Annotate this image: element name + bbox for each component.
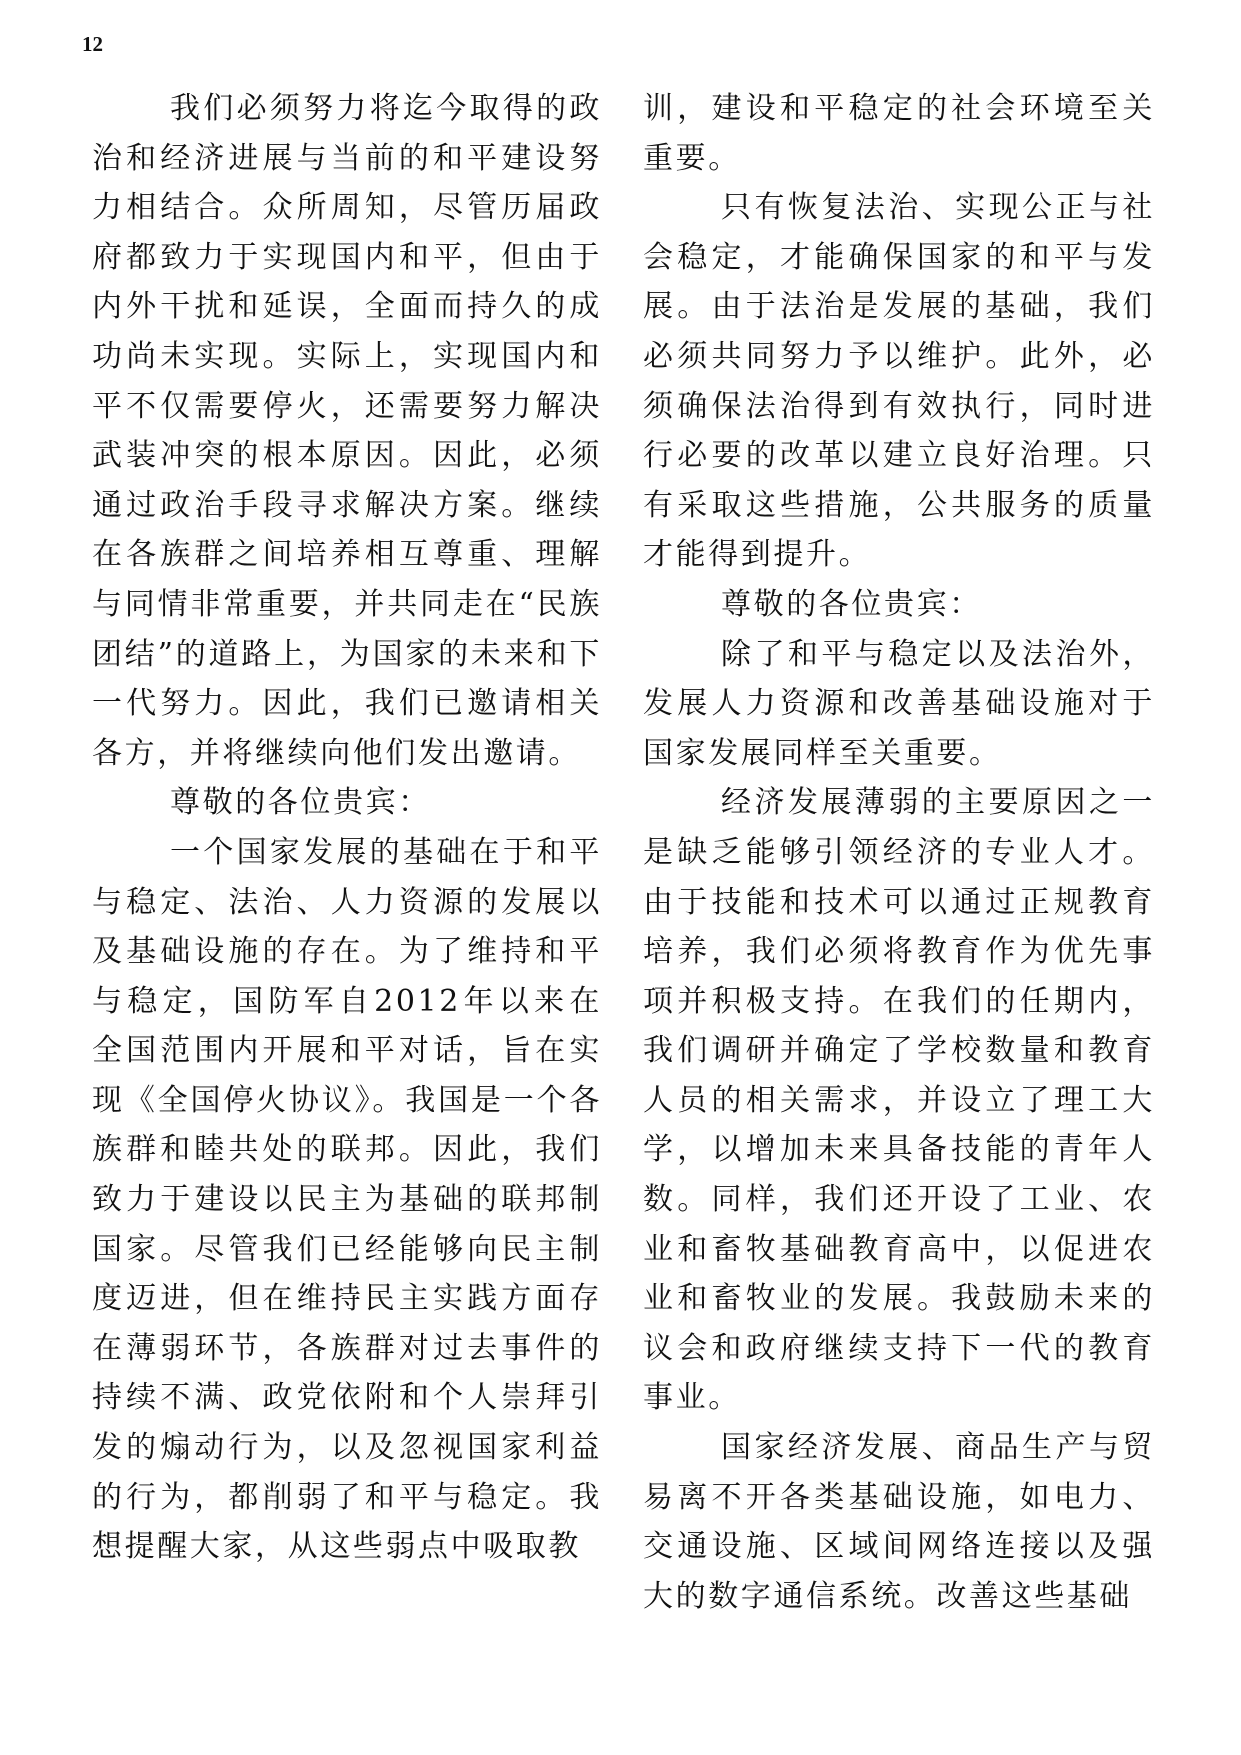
paragraph-continuation: 训，建设和平稳定的社会环境至关重要。 [643,91,1155,176]
paragraph-human-resources: 除了和平与稳定以及法治外，发展人力资源和改善基础设施对于国家发展同样至关重要。 [643,636,1155,771]
page-number: 12 [82,32,103,56]
salutation: 尊敬的各位贵宾： [170,785,431,821]
salutation: 尊敬的各位贵宾： [721,586,982,622]
right-column [643,84,1155,1621]
left-column [92,84,602,1572]
paragraph-national-foundation: 一个国家发展的基础在于和平与稳定、法治、人力资源的发展以及基础设施的存在。为了维持和平与稳定，国防军自2012年以来在全国范围内开展和平对话，旨在实现《全国停火协议》。我国是一个各族群和睦共处的联邦。因此，我们致力于建设以民主为基础的联邦制国家。尽管我们已经能够向民主制度迈进，但在维持民主实践方面存在薄弱环节，各族群对过去事件的持续不满、政党依附和个人崇拜引发的煽动行为，以及忽视国家利益的行为，都削弱了和平与稳定。我想提醒大家，从这些弱点中吸取教 [92,834,602,1565]
paragraph-rule-of-law: 只有恢复法治、实现公正与社会稳定，才能确保国家的和平与发展。由于法治是发展的基础，我们必须共同努力予以维护。此外，必须确保法治得到有效执行，同时进行必要的改革以建立良好治理。只有采取这些措施，公共服务的质量才能得到提升。 [643,190,1155,573]
paragraph-infrastructure: 国家经济发展、商品生产与贸易离不开各类基础设施，如电力、交通设施、区域间网络连接以及强大的数字通信系统。改善这些基础 [643,1430,1155,1614]
paragraph-peace-efforts: 我们必须努力将迄今取得的政治和经济进展与当前的和平建设努力相结合。众所周知，尽管历届政府都致力于实现国内和平，但由于内外干扰和延误，全面而持久的成功尚未实现。实际上，实现国内和平不仅需要停火，还需要努力解决武装冲突的根本原因。因此，必须通过政治手段寻求解决方案。继续在各族群之间培养相互尊重、理解与同情非常重要，并共同走在“民族团结”的道路上，为国家的未来和下一代努力。因此，我们已邀请相关各方，并将继续向他们发出邀请。 [92,91,602,771]
paragraph-education: 经济发展薄弱的主要原因之一是缺乏能够引领经济的专业人才。由于技能和技术可以通过正规教育培养，我们必须将教育作为优先事项并积极支持。在我们的任期内，我们调研并确定了学校数量和教育人员的相关需求，并设立了理工大学，以增加未来具备技能的青年人数。同样，我们还开设了工业、农业和畜牧基础教育高中，以促进农业和畜牧业的发展。我鼓励未来的议会和政府继续支持下一代的教育事业。 [643,785,1155,1416]
